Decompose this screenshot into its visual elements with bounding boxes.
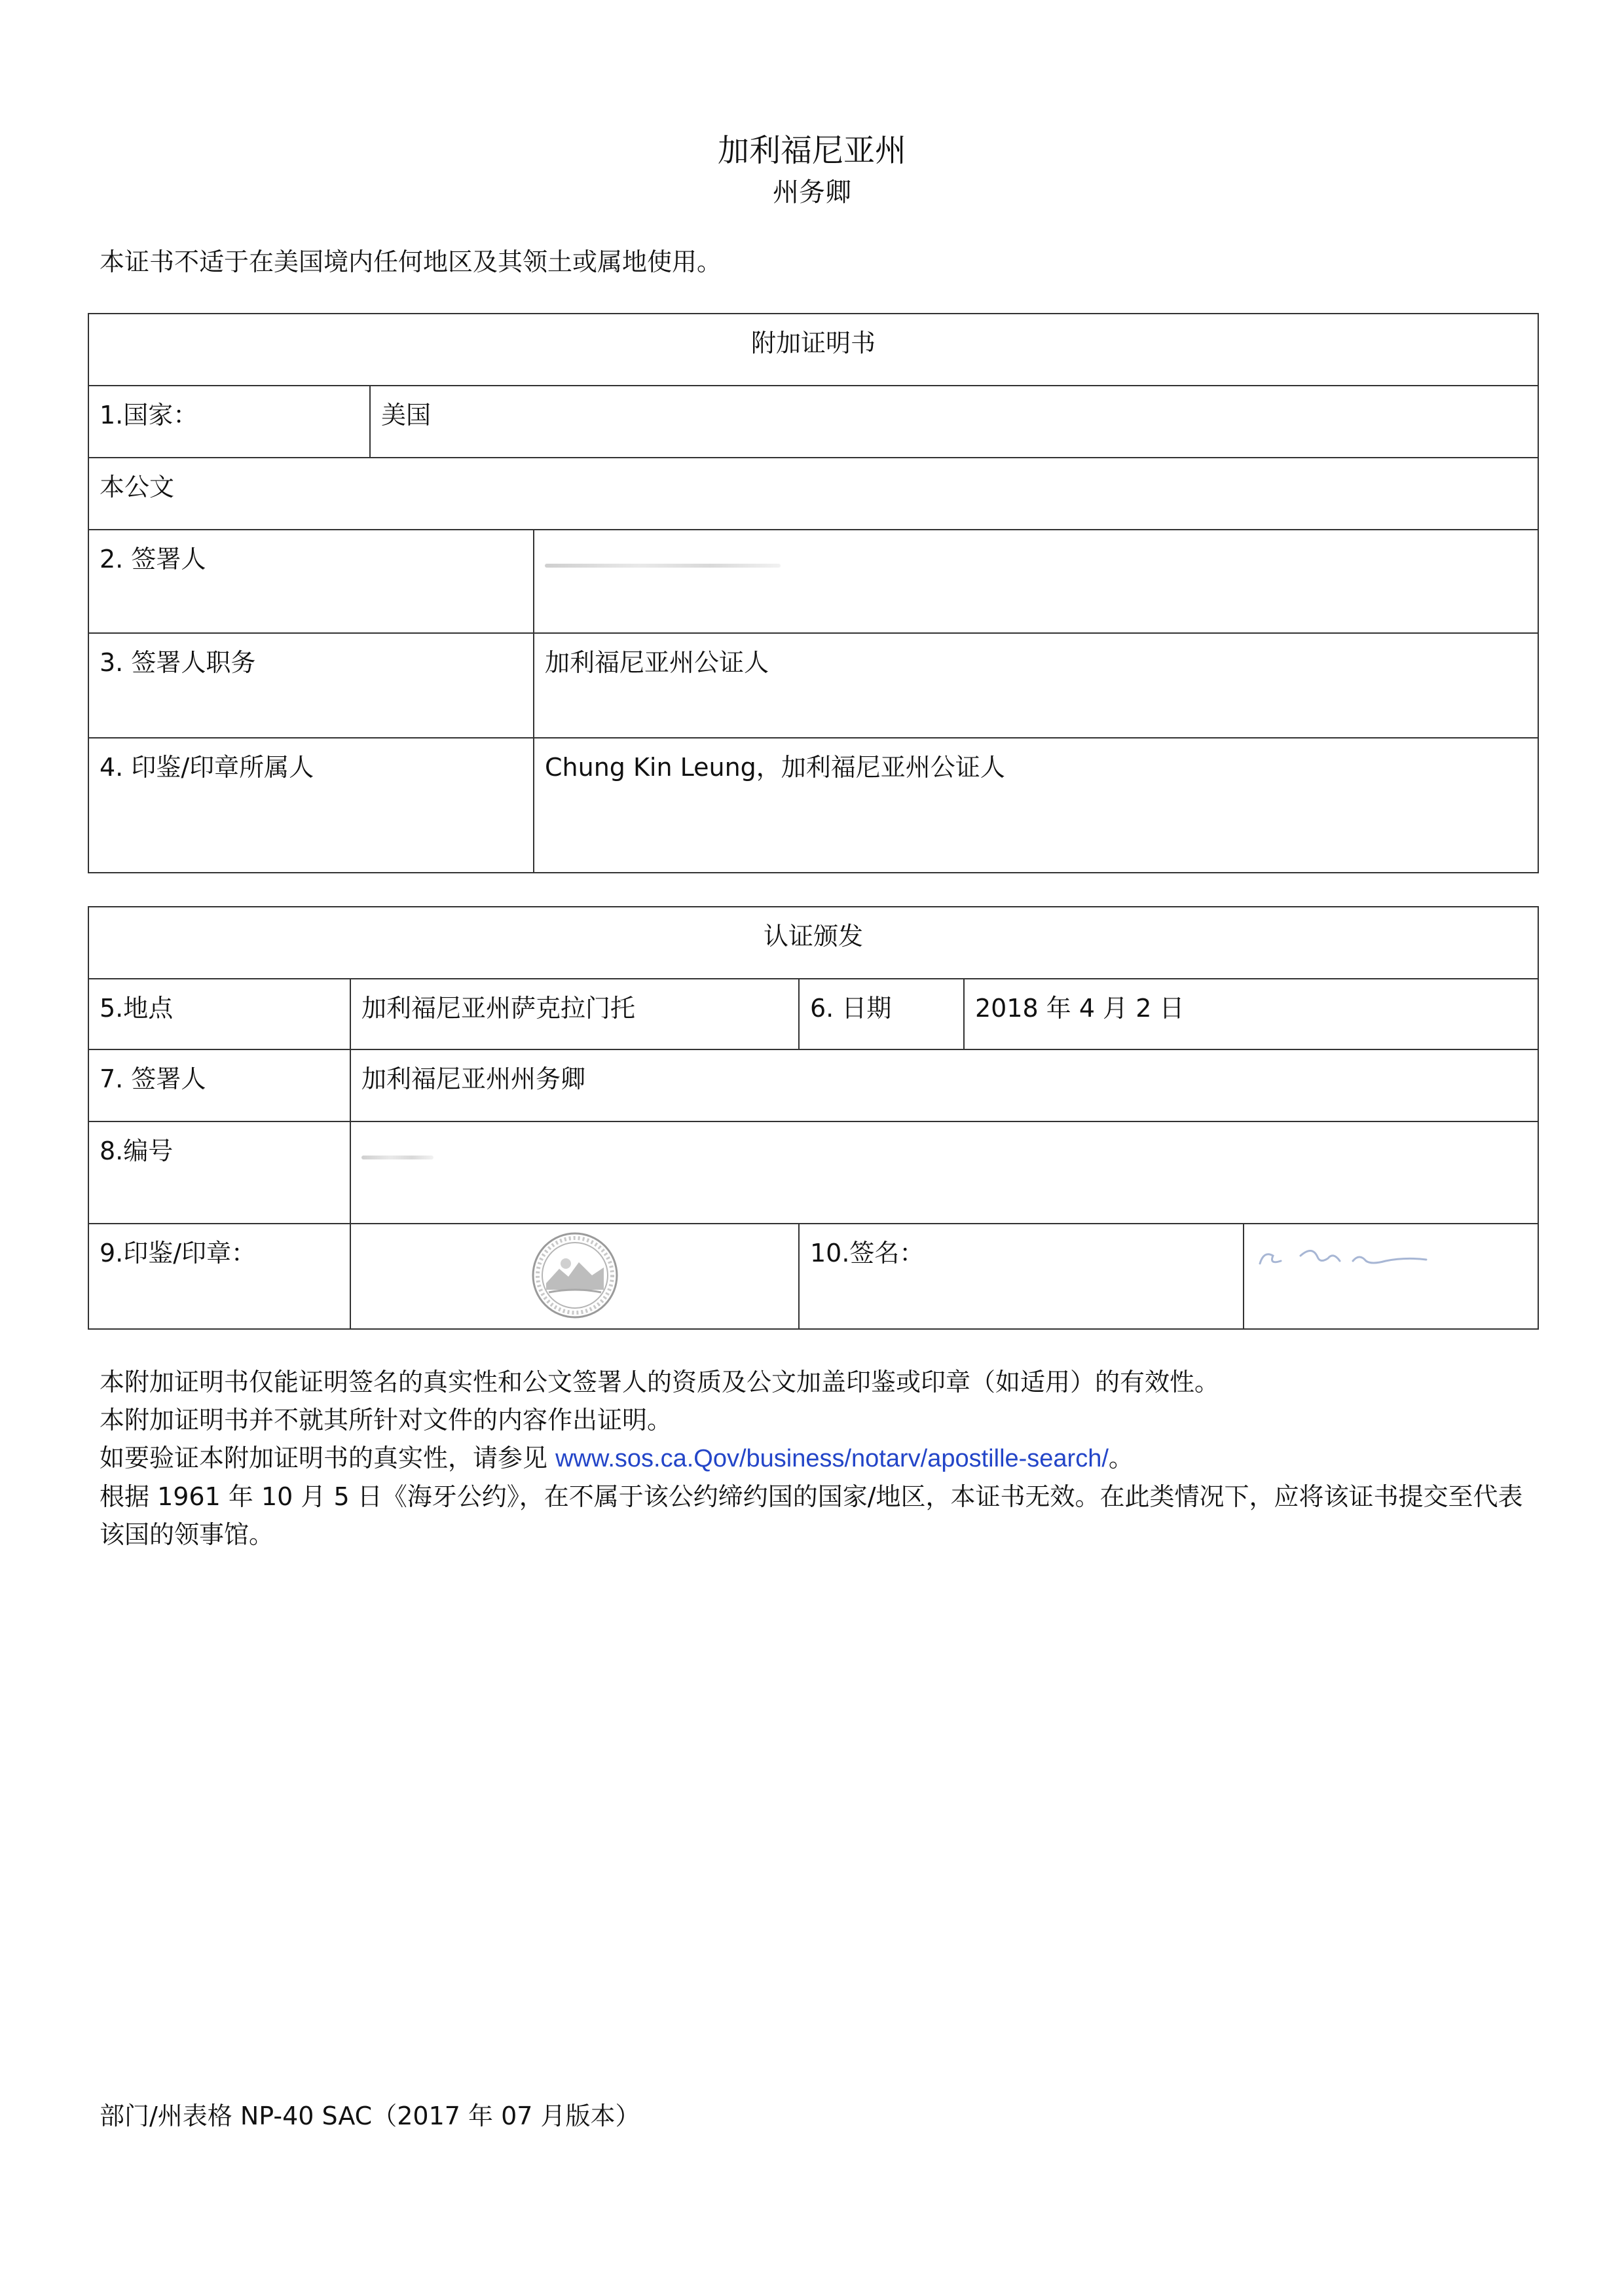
capacity-label: 3. 签署人职务 (88, 633, 534, 738)
date-label: 6. 日期 (799, 979, 964, 1049)
usage-notice: 本证书不适于在美国境内任何地区及其领土或属地使用。 (100, 247, 722, 276)
apostille-heading: 附加证明书 (88, 314, 1538, 386)
seal-cell (350, 1224, 799, 1329)
seal-label: 9.印鉴/印章： (88, 1224, 350, 1329)
state-seal-icon (529, 1230, 621, 1321)
certified-by-label: 7. 签署人 (88, 1049, 350, 1121)
page-subtitle: 州务卿 (773, 177, 851, 208)
signature-label: 10.签名： (799, 1224, 1244, 1329)
certified-heading: 认证颁发 (88, 907, 1538, 979)
date-value: 2018 年 4 月 2 日 (964, 979, 1538, 1049)
place-label: 5.地点 (88, 979, 350, 1049)
note-line-3 (100, 1439, 1534, 1478)
place-value: 加利福尼亚州萨克拉门托 (350, 979, 799, 1049)
number-value (350, 1121, 1538, 1224)
redacted-signer-name (545, 564, 781, 568)
capacity-value: 加利福尼亚州公证人 (534, 633, 1538, 738)
country-value: 美国 (370, 386, 1538, 458)
certified-by-value: 加利福尼亚州州务卿 (350, 1049, 1538, 1121)
document-label: 本公文 (88, 458, 1538, 530)
seal-owner-value: Chung Kin Leung，加利福尼亚州公证人 (534, 738, 1538, 873)
page-title: 加利福尼亚州 (717, 132, 906, 169)
signer-value (534, 530, 1538, 633)
country-label: 1.国家： (88, 386, 370, 458)
note-line-3-suffix: 。 (1108, 1444, 1134, 1472)
redacted-number (361, 1156, 434, 1159)
certified-table (88, 906, 1539, 1330)
signature-cell (1244, 1224, 1538, 1329)
apostille-table (88, 313, 1539, 873)
note-line-3-prefix: 如要验证本附加证明书的真实性，请参见 (100, 1444, 556, 1472)
seal-owner-label: 4. 印鉴/印章所属人 (88, 738, 534, 873)
form-footer: 部门/州表格 NP-40 SAC（2017 年 07 月版本） (100, 2102, 640, 2130)
notes-block (100, 1363, 1534, 1554)
signature-icon (1255, 1241, 1431, 1274)
note-line-2: 本附加证明书并不就其所针对文件的内容作出证明。 (100, 1406, 673, 1434)
apostille-search-link[interactable]: www.sos.ca.Qov/business/notarv/apostille-search/ (555, 1445, 1109, 1472)
signer-label: 2. 签署人 (88, 530, 534, 633)
number-label: 8.编号 (88, 1121, 350, 1224)
note-line-1: 本附加证明书仅能证明签名的真实性和公文签署人的资质及公文加盖印鉴或印章（如适用）的有效性。 (100, 1368, 1220, 1396)
note-line-4: 根据 1961 年 10 月 5 日《海牙公约》，在不属于该公约缔约国的国家/地区，本证书无效。在此类情况下，应将该证书提交至代表该国的领事馆。 (100, 1482, 1523, 1549)
